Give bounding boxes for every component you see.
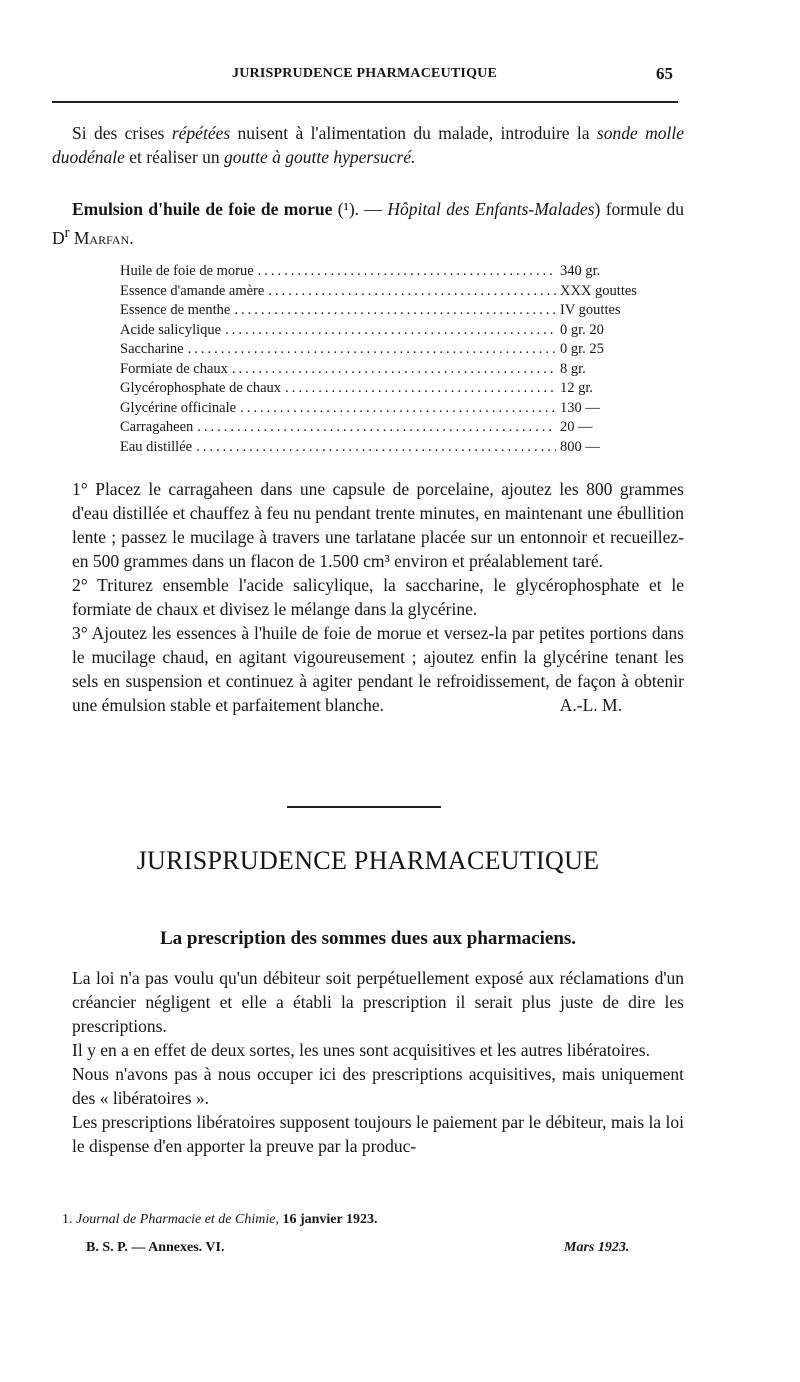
ingredient-name: Formiate de chaux <box>120 360 228 377</box>
ingredient-row <box>120 340 660 360</box>
dr-superscript: r <box>64 225 70 241</box>
footer-left: B. S. P. — Annexes. VI. <box>86 1240 225 1255</box>
ingredient-qty: 130 — <box>560 399 600 416</box>
footnote-number: 1. <box>62 1212 73 1227</box>
intro-paragraph <box>52 121 684 169</box>
emulsion-dash: — <box>359 199 388 219</box>
intro-text-1: Si des crises <box>72 123 172 143</box>
formula-text: ) formule du D <box>52 199 685 248</box>
intro-text-2: nuisent à l'alimentation du malade, introduire la <box>230 123 597 143</box>
ingredient-row <box>120 379 660 399</box>
intro-text-3: et réaliser un <box>124 147 225 167</box>
dot-leader <box>258 262 556 282</box>
dot-leader <box>232 360 556 380</box>
article-body <box>52 966 684 1158</box>
dot-leader <box>285 379 556 399</box>
header-rule <box>52 101 678 103</box>
ingredient-row <box>120 438 660 458</box>
ingredient-qty: 12 gr. <box>560 380 594 396</box>
intro-italic-3: goutte à goutte hypersucré. <box>224 147 416 167</box>
ingredient-name: Glycérophosphate de chaux <box>120 380 282 396</box>
dot-leader <box>196 438 556 458</box>
article-subtitle: La prescription des sommes dues aux pharmaciens. <box>159 928 577 949</box>
dot-leader <box>188 340 556 360</box>
ingredient-qty: 800 — <box>560 438 600 455</box>
dot-leader <box>268 282 556 302</box>
intro-italic-1: répétées <box>171 123 231 143</box>
dot-leader <box>240 399 556 419</box>
emulsion-heading <box>52 197 684 250</box>
ingredient-row <box>120 360 660 380</box>
ingredient-row <box>120 262 660 282</box>
body-paragraph: Il y en a en effet de deux sortes, les unes sont acquisitives et les autres libératoires. <box>72 1040 650 1060</box>
dot-leader <box>197 418 556 438</box>
ingredient-list <box>120 262 660 457</box>
ingredient-name: Essence de menthe <box>120 302 231 318</box>
ingredient-name: Saccharine <box>120 341 184 357</box>
hospital-name: Hôpital des Enfants-Malades <box>387 199 595 219</box>
body-paragraph: La loi n'a pas voulu qu'un débiteur soit perpétuellement exposé aux réclamations d'un créancier négligent et elle a établi la prescription il serait plus juste de dire les prescriptions. <box>72 968 684 1036</box>
step-1: 1° Placez le carragaheen dans une capsule de porcelaine, ajoutez les 800 grammes d'eau distillée et chauffez à feu nu pendant trente minutes, en maintenant une ébullition lente ; passez le mucilage à travers une tarlatane placée sur un entonnoir et recueillez-en 500 grammes dans un flacon de 1.500 cm³ environ et préalablement taré. <box>72 479 684 571</box>
section-divider <box>287 806 441 808</box>
ingredient-row <box>120 282 660 302</box>
footnote-journal: Journal de Pharmacie et de Chimie, <box>76 1212 279 1227</box>
emulsion-title: Emulsion d'huile de foie de morue <box>72 199 333 219</box>
footer-right: Mars 1923. <box>564 1240 630 1255</box>
ingredient-name: Huile de foie de morue <box>120 263 254 279</box>
step-3 <box>52 621 684 717</box>
ingredient-qty: 20 — <box>560 419 593 435</box>
step-3-text: 3° Ajoutez les essences à l'huile de foie de morue et versez-la par petites portions dans le mucilage chaud, en agitant vigoureusement ; ajoutez enfin la glycérine tenant les sels en suspension et continuez à agiter pendant le refroidissement, de façon à obtenir une émulsion stable et parfaitement blanche. <box>72 623 684 715</box>
ingredient-qty: 0 gr. 20 <box>560 321 604 338</box>
signature: A.-L. M. <box>559 695 622 715</box>
footnote <box>62 1212 377 1228</box>
page-number: 65 <box>656 64 673 83</box>
ingredient-name: Essence d'amande amère <box>120 282 265 299</box>
ingredient-name: Eau distillée <box>120 438 193 455</box>
ingredient-qty: 8 gr. <box>560 360 586 377</box>
section-title: JURISPRUDENCE PHARMACEUTIQUE <box>136 846 600 875</box>
ingredient-name: Glycérine officinale <box>120 399 237 416</box>
body-paragraph: Les prescriptions libératoires supposent toujours le paiement par le débiteur, mais la loi le dispense d'en apporter la preuve par la produc- <box>72 1112 684 1156</box>
ingredient-qty: IV gouttes <box>560 302 621 318</box>
footnote-ref: (¹). <box>337 199 360 219</box>
dot-leader <box>225 321 556 341</box>
ingredient-row <box>120 399 660 419</box>
ingredient-qty: 0 gr. 25 <box>560 341 604 357</box>
ingredient-row <box>120 418 660 438</box>
step-2: 2° Triturez ensemble l'acide salicylique, la saccharine, le glycérophosphate et le formiate de chaux et divisez le mélange dans la glycérine. <box>72 575 684 619</box>
running-title: JURISPRUDENCE PHARMACEUTIQUE <box>232 66 498 81</box>
intro-italic-2: sonde molle duodénale <box>52 123 684 167</box>
dot-leader <box>234 301 556 321</box>
footnote-date: 16 janvier 1923. <box>278 1212 378 1227</box>
instructions <box>52 477 684 717</box>
ingredient-qty: XXX gouttes <box>560 282 637 299</box>
ingredient-name: Acide salicylique <box>120 321 222 338</box>
ingredient-row <box>120 321 660 341</box>
ingredient-row <box>120 301 660 321</box>
body-paragraph: Nous n'avons pas à nous occuper ici des prescriptions acquisitives, mais uniquement des « libératoires ». <box>72 1064 684 1108</box>
ingredient-qty: 340 gr. <box>560 263 601 279</box>
author-name: Marfan. <box>73 227 134 248</box>
ingredient-name: Carragaheen <box>120 419 194 435</box>
